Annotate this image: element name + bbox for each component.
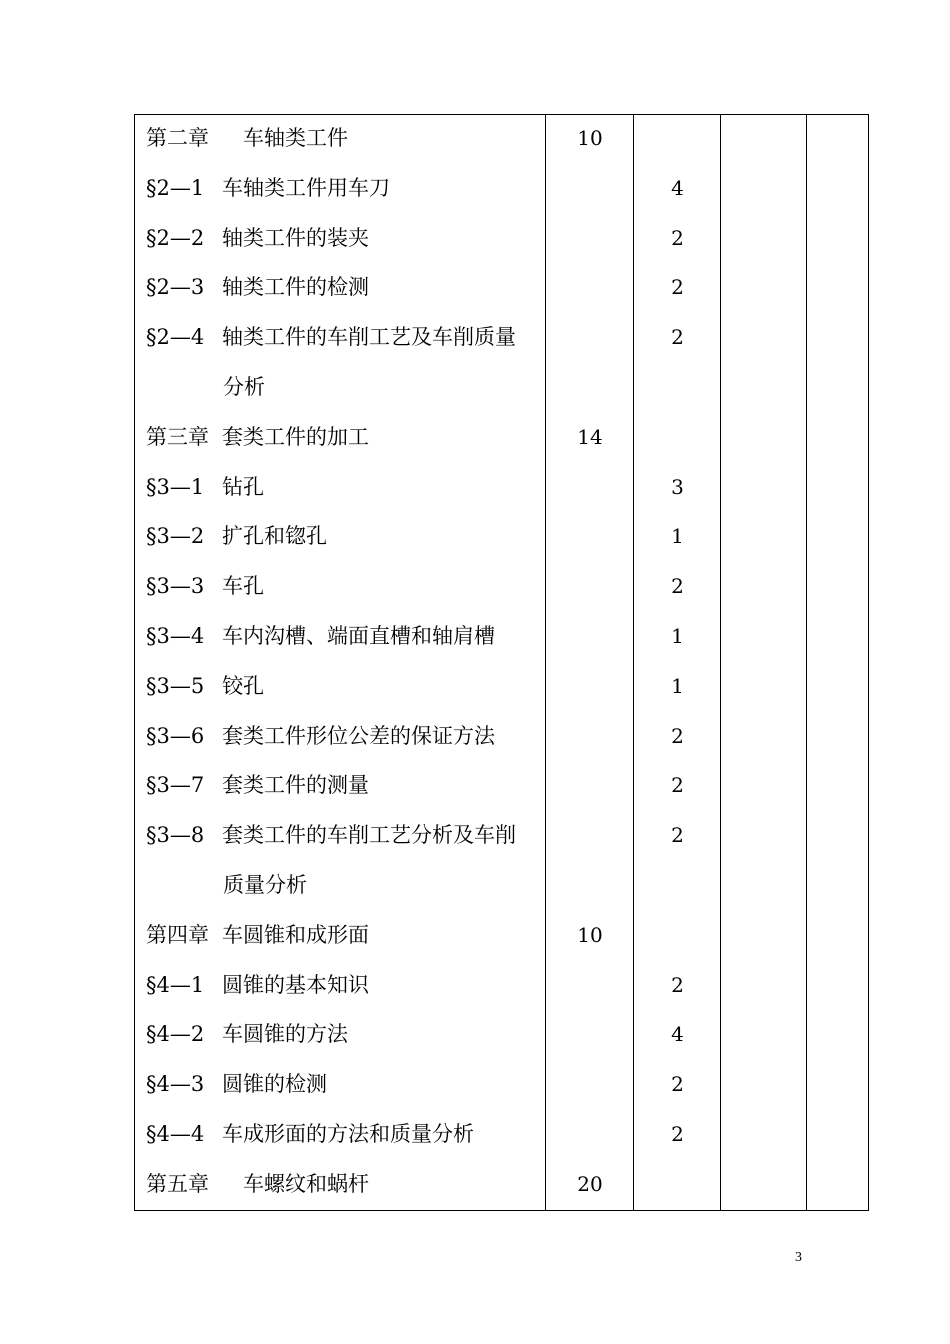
chapter-hours [546, 1111, 634, 1161]
table-row [135, 165, 868, 215]
title-text: 车圆锥的方法 [222, 1022, 348, 1047]
section-number: §3—8 [146, 823, 205, 848]
section-hours: 1 [671, 524, 684, 549]
chapter-hours [546, 1011, 634, 1061]
chapter-hours [546, 812, 634, 862]
chapter-hours [546, 663, 634, 713]
section-number: §3—7 [146, 773, 205, 798]
chapter-hours [546, 215, 634, 265]
table-row [135, 862, 868, 912]
table-row [135, 414, 868, 464]
section-hours: 1 [671, 624, 684, 648]
chapter-hours: 20 [577, 1171, 603, 1196]
chapter-number: 第三章 [146, 424, 209, 449]
chapter-hours [546, 165, 634, 215]
chapter-hours: 10 [577, 126, 603, 150]
title-text: 车螺纹和蜗杆 [222, 1171, 369, 1196]
title-text: 钻孔 [222, 474, 264, 499]
chapter-number: 第二章 [146, 126, 209, 150]
title-text: 分析 [223, 375, 265, 399]
section-title [146, 962, 546, 1012]
section-hours: 1 [671, 673, 684, 698]
syllabus-table [134, 114, 869, 1211]
section-hours: 2 [671, 574, 684, 599]
table-row [135, 115, 868, 165]
page-number: 3 [795, 1250, 802, 1265]
section-title [146, 264, 546, 314]
section-title [146, 464, 546, 514]
section-number: §3—6 [146, 723, 205, 748]
table-row [135, 1011, 868, 1061]
section-hours: 2 [671, 225, 684, 250]
title-text: 套类工件的车削工艺分析及车削 [222, 823, 516, 848]
section-title [146, 762, 546, 812]
table-row [135, 912, 868, 962]
table-row [135, 314, 868, 364]
chapter-title [146, 414, 546, 464]
chapter-hours [546, 962, 634, 1012]
section-title [146, 713, 546, 763]
section-hours: 2 [671, 823, 684, 848]
section-hours: 3 [671, 474, 684, 499]
section-hours: 2 [671, 1072, 684, 1097]
chapter-title [146, 912, 546, 962]
chapter-hours [546, 264, 634, 314]
table-row [135, 563, 868, 613]
section-number: §2—4 [146, 325, 205, 350]
chapter-number: 第五章 [146, 1171, 209, 1196]
chapter-hours [546, 364, 634, 414]
chapter-number: 第四章 [146, 922, 209, 947]
chapter-hours: 14 [577, 424, 603, 449]
chapter-hours [546, 513, 634, 563]
section-number: §3—5 [146, 673, 205, 698]
section-title [146, 613, 546, 663]
section-title [146, 513, 546, 563]
title-text: 车孔 [222, 574, 264, 599]
title-text: 轴类工件的装夹 [222, 225, 369, 250]
chapter-hours: 10 [577, 922, 603, 947]
section-number: §2—3 [146, 275, 205, 300]
section-title [146, 1061, 546, 1111]
section-hours: 4 [671, 1022, 684, 1047]
title-text: 车圆锥和成形面 [222, 922, 369, 947]
chapter-hours [546, 464, 634, 514]
section-title [146, 663, 546, 713]
section-number: §3—3 [146, 574, 205, 599]
section-title [146, 563, 546, 613]
section-title [146, 812, 546, 862]
table-row [135, 215, 868, 265]
chapter-hours [546, 314, 634, 364]
title-text: 套类工件形位公差的保证方法 [222, 723, 495, 748]
section-hours [634, 414, 721, 464]
section-number: §3—2 [146, 524, 205, 549]
table-row [135, 364, 868, 414]
table-row [135, 762, 868, 812]
section-hours: 2 [671, 1122, 684, 1146]
chapter-hours [546, 1061, 634, 1111]
section-title [146, 1011, 546, 1061]
table-row [135, 264, 868, 314]
title-text: 圆锥的基本知识 [222, 972, 369, 997]
section-number: §4—4 [146, 1122, 205, 1146]
title-text: 车轴类工件 [222, 126, 348, 150]
section-number: §3—1 [146, 474, 205, 499]
title-text: 车内沟槽、端面直槽和轴肩槽 [222, 624, 495, 648]
section-hours: 2 [671, 325, 684, 350]
table-row [135, 613, 868, 663]
section-number: §4—1 [146, 972, 205, 997]
title-text: 车轴类工件用车刀 [222, 175, 390, 200]
section-hours [634, 115, 721, 165]
section-hours: 2 [671, 972, 684, 997]
section-hours [634, 912, 721, 962]
table-row [135, 962, 868, 1012]
table-row [135, 812, 868, 862]
chapter-hours [546, 563, 634, 613]
chapter-hours [546, 613, 634, 663]
section-hours: 2 [671, 773, 684, 798]
table-row [135, 1111, 868, 1161]
section-hours: 2 [671, 723, 684, 748]
title-text: 扩孔和锪孔 [222, 524, 327, 549]
section-number: §4—3 [146, 1072, 205, 1097]
section-hours: 4 [671, 175, 684, 200]
table-row [135, 663, 868, 713]
section-hours [634, 364, 721, 414]
chapter-title [146, 1161, 546, 1211]
title-text: 铰孔 [222, 673, 264, 698]
title-text: 套类工件的加工 [222, 424, 369, 449]
table-row [135, 1161, 868, 1211]
section-hours [634, 862, 721, 912]
section-title [146, 215, 546, 265]
title-text: 车成形面的方法和质量分析 [222, 1122, 474, 1146]
section-title [146, 165, 546, 215]
table-row [135, 513, 868, 563]
section-number: §4—2 [146, 1022, 205, 1047]
title-text: 轴类工件的车削工艺及车削质量 [222, 325, 516, 350]
section-title [146, 314, 546, 364]
chapter-hours [546, 862, 634, 912]
table-row [135, 1061, 868, 1111]
title-text: 质量分析 [223, 873, 307, 897]
section-title [146, 1111, 546, 1161]
table-row [135, 713, 868, 763]
section-hours: 2 [671, 275, 684, 300]
section-number: §3—4 [146, 624, 205, 648]
chapter-title [146, 115, 546, 165]
table-row [135, 464, 868, 514]
chapter-hours [546, 762, 634, 812]
section-number: §2—1 [146, 175, 205, 200]
section-hours [634, 1161, 721, 1211]
title-text: 套类工件的测量 [222, 773, 369, 798]
section-number: §2—2 [146, 225, 205, 250]
title-text: 轴类工件的检测 [222, 275, 369, 300]
chapter-hours [546, 713, 634, 763]
title-text: 圆锥的检测 [222, 1072, 327, 1097]
